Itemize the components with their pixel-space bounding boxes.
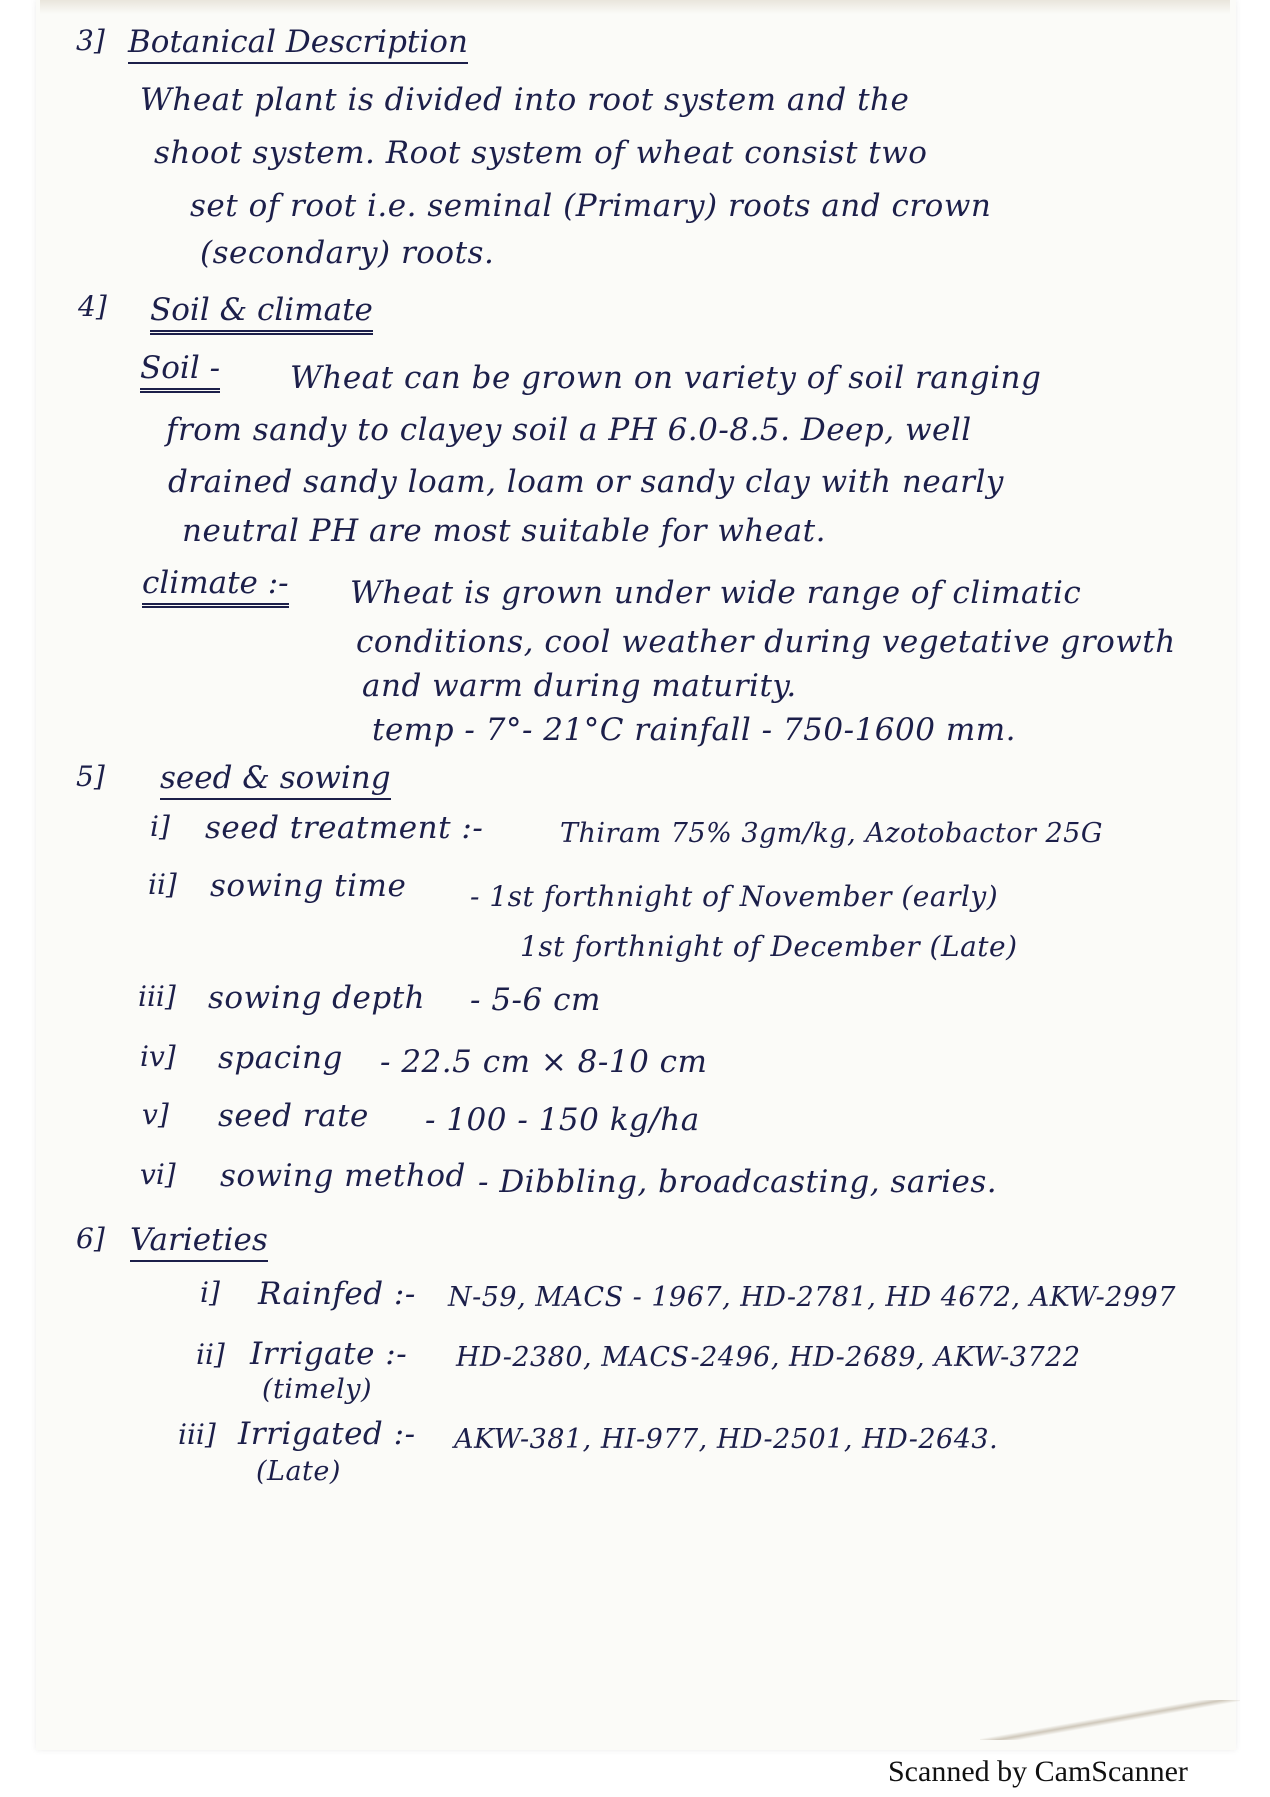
item-number: ii] [148, 868, 177, 901]
item-number: i] [200, 1276, 220, 1309]
climate-line-2: conditions, cool weather during vegetative growth [356, 624, 1176, 660]
irrigated-late-sub: (Late) [256, 1456, 341, 1487]
section-3-line-2: shoot system. Root system of wheat consist two [154, 135, 928, 171]
page-smudge [980, 1700, 1240, 1740]
soil-line-1: Wheat can be grown on variety of soil ranging [290, 360, 1042, 396]
irrigate-timely-label: Irrigate :- [250, 1336, 408, 1372]
item-number: iii] [178, 1418, 216, 1451]
scanner-watermark: Scanned by CamScanner [888, 1755, 1188, 1788]
item-number: vi] [140, 1158, 176, 1191]
sowing-method-value: - Dibbling, broadcasting, saries. [478, 1164, 998, 1200]
soil-line-3: drained sandy loam, loam or sandy clay with nearly [168, 464, 1004, 500]
seed-treatment-value: Thiram 75% 3gm/kg, Azotobactor 25G [560, 818, 1103, 849]
seed-rate-label: seed rate [218, 1098, 369, 1134]
sowing-method-label: sowing method [220, 1158, 466, 1194]
climate-label: climate :- [142, 565, 289, 601]
sowing-depth-label: sowing depth [208, 980, 426, 1016]
rainfed-label: Rainfed :- [258, 1276, 416, 1312]
sowing-time-value-late: 1st forthnight of December (Late) [520, 930, 1018, 963]
section-5-number: 5] [76, 760, 105, 793]
page-edge [40, 0, 1230, 14]
climate-line-4: temp - 7°- 21°C rainfall - 750-1600 mm. [372, 712, 1016, 748]
section-3-line-1: Wheat plant is divided into root system and the [140, 82, 910, 118]
climate-line-3: and warm during maturity. [362, 668, 797, 704]
section-3-number: 3] [76, 24, 105, 57]
section-3-line-3: set of root i.e. seminal (Primary) roots and crown [190, 188, 992, 224]
seed-rate-value: - 100 - 150 kg/ha [425, 1102, 700, 1138]
rainfed-value: N-59, MACS - 1967, HD-2781, HD 4672, AKW-2997 [448, 1282, 1176, 1313]
irrigated-late-label: Irrigated :- [238, 1416, 416, 1452]
irrigated-late-value: AKW-381, HI-977, HD-2501, HD-2643. [454, 1424, 999, 1455]
climate-line-1: Wheat is grown under wide range of climatic [350, 575, 1082, 611]
sowing-depth-value: - 5-6 cm [470, 982, 601, 1018]
seed-treatment-label: seed treatment :- [205, 810, 484, 846]
item-number: iii] [138, 980, 176, 1013]
section-4-number: 4] [78, 290, 107, 323]
irrigate-timely-value: HD-2380, MACS-2496, HD-2689, AKW-3722 [456, 1342, 1081, 1373]
section-6-title: Varieties [130, 1222, 268, 1258]
irrigate-timely-sub: (timely) [262, 1374, 373, 1405]
section-5-title: seed & sowing [160, 760, 391, 796]
item-number: i] [150, 810, 170, 843]
spacing-value: - 22.5 cm × 8-10 cm [380, 1044, 708, 1080]
soil-label: Soil - [140, 350, 220, 386]
section-3-title: Botanical Description [128, 24, 468, 60]
section-3-line-4: (secondary) roots. [200, 235, 495, 271]
soil-line-4: neutral PH are most suitable for wheat. [182, 513, 826, 549]
item-number: v] [142, 1098, 169, 1131]
spacing-label: spacing [218, 1040, 343, 1076]
sowing-time-value: - 1st forthnight of November (early) [470, 880, 999, 913]
section-6-number: 6] [76, 1222, 105, 1255]
soil-line-2: from sandy to clayey soil a PH 6.0-8.5. Deep, well [166, 412, 972, 448]
sowing-time-label: sowing time [210, 868, 407, 904]
item-number: iv] [140, 1040, 176, 1073]
item-number: ii] [196, 1338, 225, 1371]
section-4-title: Soil & climate [150, 292, 373, 328]
